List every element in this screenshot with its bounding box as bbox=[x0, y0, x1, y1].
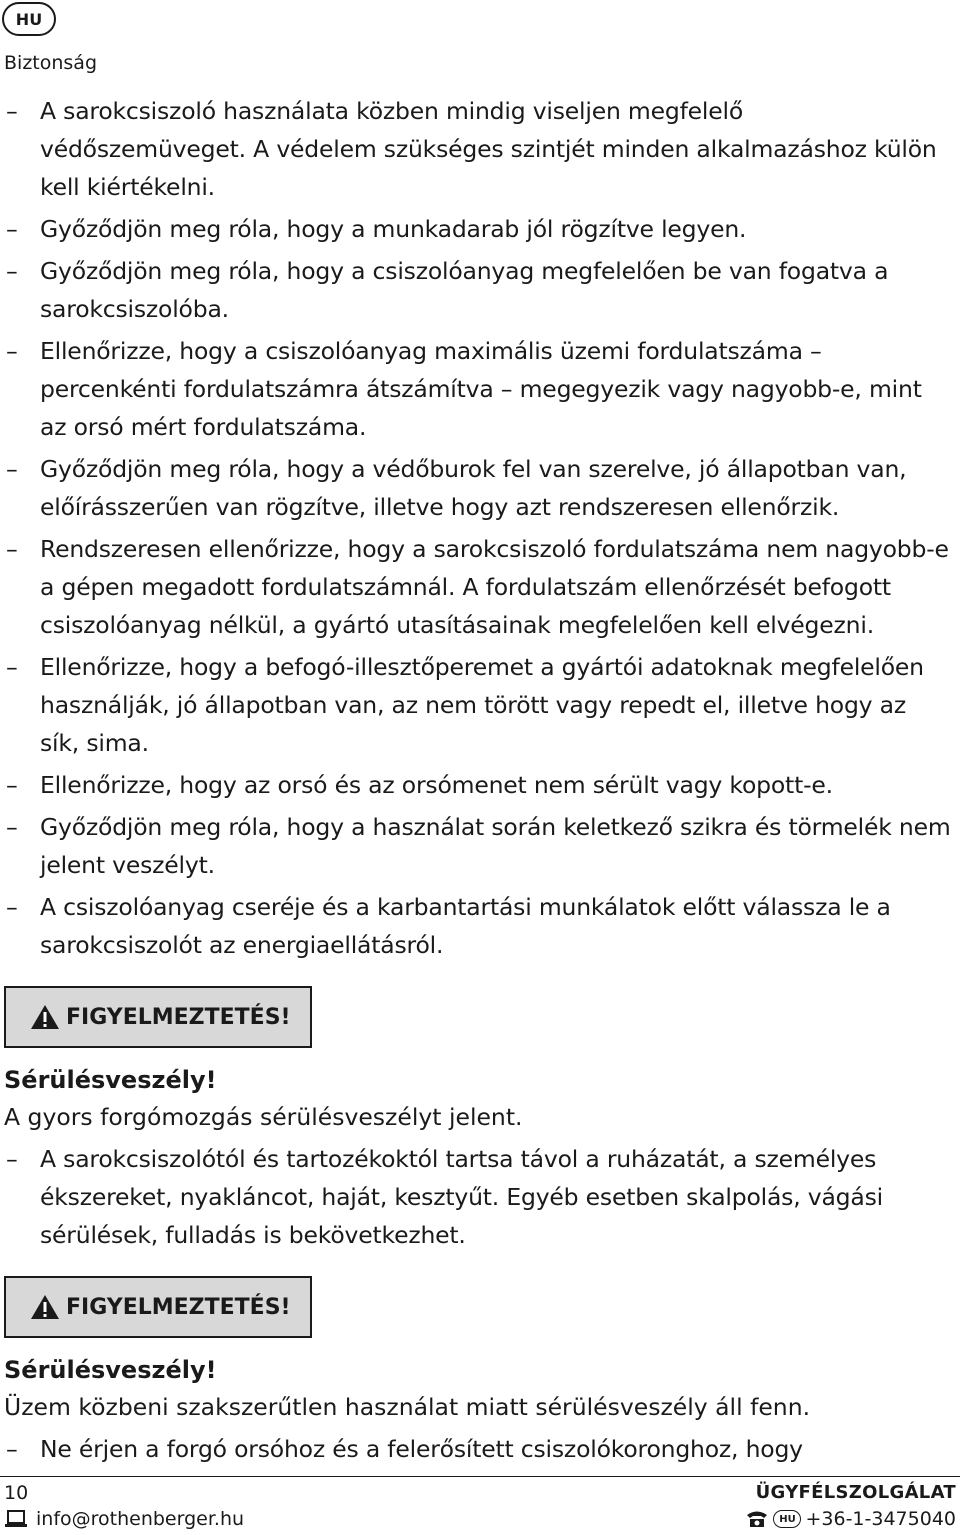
list-item: – A sarokcsiszoló használata közben mindig viseljen megfelelő védőszemüveget. A védelem szükséges szintjét minden alkalmazáshoz külön kell kiértékelni. bbox=[6, 97, 937, 201]
list-item: – Ellenőrizze, hogy az orsó és az orsómenet nem sérült vagy kopott-e. bbox=[6, 771, 833, 799]
language-badge: HU bbox=[2, 2, 56, 36]
warning-triangle-icon bbox=[30, 1004, 60, 1030]
footer-phone[interactable] bbox=[745, 1508, 956, 1530]
laptop-icon bbox=[4, 1509, 28, 1529]
phone-number[interactable]: +36-1-3475040 bbox=[805, 1508, 956, 1530]
list-item: – A csiszolóanyag cseréje és a karbantartási munkálatok előtt válassza le a sarokcsiszolót az energiaellátásról. bbox=[6, 893, 891, 959]
list-item: – Ellenőrizze, hogy a befogó-illesztőperemet a gyártói adatoknak megfelelően használják, jó állapotban van, az nem törött vagy repedt el, illetve hogy az sík, sima. bbox=[6, 653, 924, 757]
list-item: – Győződjön meg róla, hogy a munkadarab jól rögzítve legyen. bbox=[6, 215, 747, 243]
footer-email[interactable] bbox=[4, 1508, 244, 1530]
warning-triangle-icon bbox=[30, 1294, 60, 1320]
footer-divider bbox=[0, 1476, 960, 1477]
email-address[interactable]: info@rothenberger.hu bbox=[36, 1508, 245, 1530]
list-item: – Győződjön meg róla, hogy a csiszolóanyag megfelelően be van fogatva a sarokcsiszolóba. bbox=[6, 257, 889, 323]
list-item: – Ellenőrizze, hogy a csiszolóanyag maximális üzemi fordulatszáma – percenkénti fordulatszámra átszámítva – megegyezik vagy nagyobb-e, mint az orsó mért fordulatszáma. bbox=[6, 337, 922, 441]
warning-box bbox=[4, 986, 312, 1048]
list-item: – Ne érjen a forgó orsóhoz és a felerősített csiszolókoronghoz, hogy bbox=[6, 1435, 803, 1463]
warning-box bbox=[4, 1276, 312, 1338]
safety-list bbox=[0, 92, 960, 964]
warning-text: A gyors forgómozgás sérülésveszélyt jelent. bbox=[4, 1103, 523, 1131]
section-title: Biztonság bbox=[4, 52, 98, 74]
warning-heading: Sérülésveszély! bbox=[4, 1356, 217, 1384]
page-content bbox=[0, 92, 960, 1472]
phone-country-badge: HU bbox=[773, 1510, 801, 1528]
warning-label: FIGYELMEZTETÉS! bbox=[66, 1004, 291, 1030]
warning-heading: Sérülésveszély! bbox=[4, 1066, 217, 1094]
phone-icon bbox=[745, 1510, 769, 1528]
warning-label: FIGYELMEZTETÉS! bbox=[66, 1294, 291, 1320]
warning-text: Üzem közbeni szakszerűtlen használat miatt sérülésveszély áll fenn. bbox=[4, 1393, 811, 1421]
list-item: – Győződjön meg róla, hogy a védőburok fel van szerelve, jó állapotban van, előírásszerűen van rögzítve, illetve hogy azt rendszeresen ellenőrzik. bbox=[6, 455, 907, 521]
service-label: ÜGYFÉLSZOLGÁLAT bbox=[755, 1482, 956, 1503]
list-item: – A sarokcsiszolótól és tartozékoktól tartsa távol a ruházatát, a személyes ékszereket, nyakláncot, haját, kesztyűt. Egyéb esetben skalpolás, vágási sérülések, fulladás is bekövetkezhet. bbox=[6, 1145, 883, 1249]
page-number: 10 bbox=[4, 1482, 29, 1504]
list-item: – Rendszeresen ellenőrizze, hogy a sarokcsiszoló fordulatszáma nem nagyobb-e a gépen megadott fordulatszámnál. A fordulatszám ellenőrzését befogott csiszolóanyag nélkül, a gyártó utasításainak megfelelően kell elvégezni. bbox=[6, 535, 949, 639]
list-item: – Győződjön meg róla, hogy a használat során keletkező szikra és törmelék nem jelent veszélyt. bbox=[6, 813, 951, 879]
